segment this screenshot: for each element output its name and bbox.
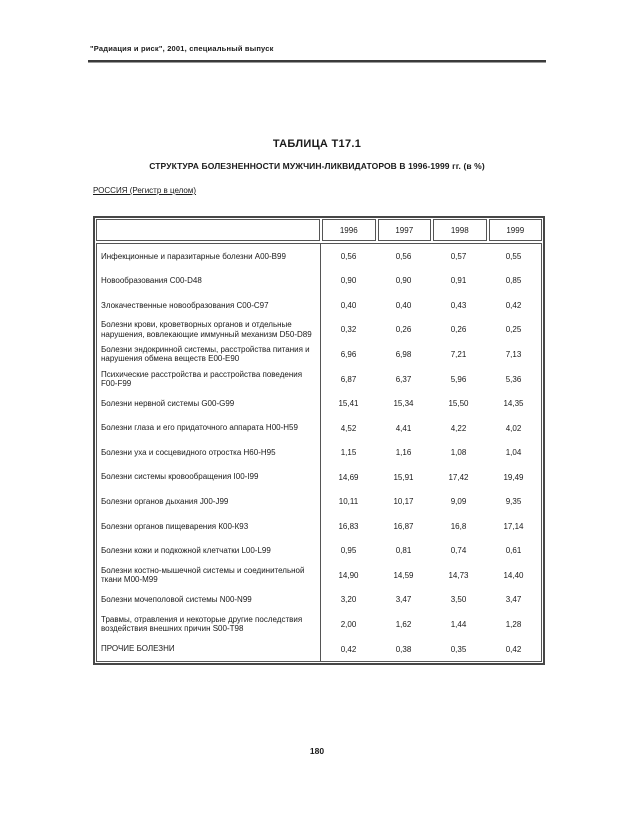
value-cell: 0,40 [340, 300, 357, 310]
value-cell: 7,21 [450, 349, 467, 359]
value-cell: 19,49 [503, 472, 524, 482]
value-cell: 17,14 [503, 521, 524, 531]
row-label-cell: Болезни уха и сосцевидного отростка Н60-Н95 [97, 440, 321, 465]
value-cell: 0,56 [340, 251, 357, 261]
value-cell: 0,40 [395, 300, 412, 310]
row-label-cell: Болезни крови, кроветворных органов и отдельные нарушения, вовлекающие иммунный механизм D50-D89 [97, 318, 321, 343]
value-cell: 0,42 [505, 644, 522, 654]
value-cell: 15,91 [393, 472, 414, 482]
value-cell: 0,26 [395, 325, 412, 335]
value-cell: 14,90 [338, 570, 359, 580]
value-cell: 1,08 [450, 448, 467, 458]
value-cell: 15,50 [448, 399, 469, 409]
value-cell: 0,91 [450, 276, 467, 286]
table-title: ТАБЛИЦА Т17.1 [272, 138, 362, 150]
value-cell: 1,15 [340, 448, 357, 458]
row-label-cell: Болезни органов дыхания J00-J99 [97, 489, 321, 514]
value-cell: 6,96 [340, 349, 357, 359]
value-cell: 0,32 [340, 325, 357, 335]
row-label-cell: Злокачественные новообразования С00-С97 [97, 293, 321, 318]
table-header-row [96, 219, 542, 241]
row-label-cell: Инфекционные и паразитарные болезни А00-В99 [97, 244, 321, 269]
value-cell: 9,35 [505, 497, 522, 507]
value-cell: 0,90 [395, 276, 412, 286]
row-label-cell: Психические расстройства и расстройства поведения F00-F99 [97, 367, 321, 392]
value-cell: 0,42 [340, 644, 357, 654]
row-label-cell: Болезни костно-мышечной системы и соединительной ткани М00-М99 [97, 563, 321, 588]
row-label-cell: Болезни мочеполовой системы N00-N99 [97, 588, 321, 613]
value-cell: 0,43 [450, 300, 467, 310]
value-cell: 0,95 [340, 546, 357, 556]
value-cell: 15,34 [393, 399, 414, 409]
value-cell: 3,50 [450, 595, 467, 605]
row-label-cell: Болезни нервной системы G00-G99 [97, 391, 321, 416]
value-cell: 0,55 [505, 251, 522, 261]
morbidity-table [93, 216, 545, 665]
value-cell: 10,17 [393, 497, 414, 507]
value-cell: 16,83 [338, 521, 359, 531]
table-body [96, 243, 542, 662]
value-cell: 3,47 [395, 595, 412, 605]
value-cell: 1,62 [395, 619, 412, 629]
value-cell: 0,81 [395, 546, 412, 556]
value-cell: 0,25 [505, 325, 522, 335]
value-cell: 6,37 [395, 374, 412, 384]
value-cell: 0,74 [450, 546, 467, 556]
value-cell: 4,02 [505, 423, 522, 433]
value-cell: 14,40 [503, 570, 524, 580]
value-cell: 14,35 [503, 399, 524, 409]
value-cell: 6,98 [395, 349, 412, 359]
page-number: 180 [309, 746, 325, 756]
value-cell: 1,16 [395, 448, 412, 458]
year-header-cell: 1997 [378, 219, 432, 241]
year-header-cell: 1996 [322, 219, 376, 241]
value-cell: 3,47 [505, 595, 522, 605]
value-cell: 4,22 [450, 423, 467, 433]
row-label-cell: Болезни системы кровообращения I00-I99 [97, 465, 321, 490]
value-cell: 14,73 [448, 570, 469, 580]
value-cell: 0,57 [450, 251, 467, 261]
row-label-cell: Новообразования С00-D48 [97, 269, 321, 294]
value-cell: 4,52 [340, 423, 357, 433]
value-cell: 4,41 [395, 423, 412, 433]
value-cell: 0,90 [340, 276, 357, 286]
value-cell: 5,96 [450, 374, 467, 384]
value-cell: 9,09 [450, 497, 467, 507]
value-cell: 10,11 [338, 497, 359, 507]
region-label: РОССИЯ (Регистр в целом) [93, 186, 197, 195]
row-label-cell: Травмы, отравления и некоторые другие последствия воздействия внешних причин S00-Т98 [97, 612, 321, 637]
row-label-cell: Болезни кожи и подкожной клетчатки L00-L99 [97, 539, 321, 564]
row-label-cell: Болезни глаза и его придаточного аппарата Н00-Н59 [97, 416, 321, 441]
table-subtitle: СТРУКТУРА БОЛЕЗНЕННОСТИ МУЖЧИН-ЛИКВИДАТОРОВ В 1996-1999 гг. (в %) [149, 161, 485, 171]
value-cell: 1,44 [450, 619, 467, 629]
value-cell: 1,28 [505, 619, 522, 629]
year-header-cell: 1998 [433, 219, 487, 241]
year-header-cell: 1999 [489, 219, 543, 241]
value-cell: 2,00 [340, 619, 357, 629]
header-rule [88, 60, 546, 63]
value-cell: 16,87 [393, 521, 414, 531]
row-label-cell: Болезни органов пищеварения К00-К93 [97, 514, 321, 539]
value-cell: 14,69 [338, 472, 359, 482]
value-cell: 0,26 [450, 325, 467, 335]
row-label-cell: Болезни эндокринной системы, расстройства питания и нарушения обмена веществ Е00-Е90 [97, 342, 321, 367]
corner-header-cell [96, 219, 320, 241]
value-cell: 0,56 [395, 251, 412, 261]
value-cell: 0,38 [395, 644, 412, 654]
value-cell: 1,04 [505, 448, 522, 458]
value-cell: 16,8 [450, 521, 467, 531]
value-cell: 7,13 [505, 349, 522, 359]
value-cell: 3,20 [340, 595, 357, 605]
running-header: "Радиация и риск", 2001, специальный выпуск [90, 44, 274, 53]
value-cell: 17,42 [448, 472, 469, 482]
value-cell: 5,36 [505, 374, 522, 384]
value-cell: 14,59 [393, 570, 414, 580]
value-cell: 0,42 [505, 300, 522, 310]
value-cell: 0,61 [505, 546, 522, 556]
row-label-cell: ПРОЧИЕ БОЛЕЗНИ [97, 637, 321, 662]
value-cell: 6,87 [340, 374, 357, 384]
value-cell: 0,85 [505, 276, 522, 286]
value-cell: 15,41 [338, 399, 359, 409]
value-cell: 0,35 [450, 644, 467, 654]
